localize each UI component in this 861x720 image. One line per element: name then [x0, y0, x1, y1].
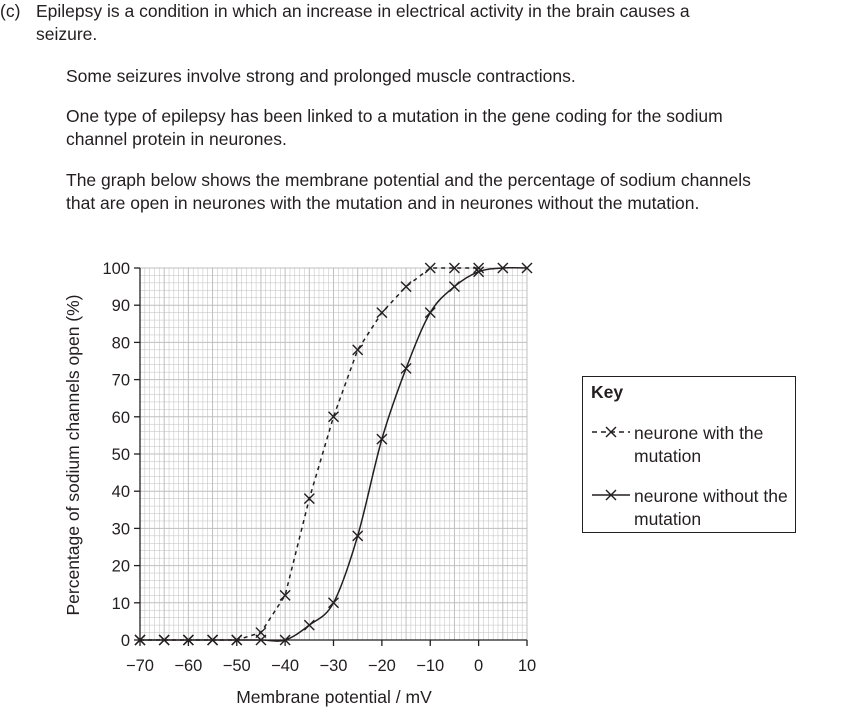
x-tick-label: −60	[174, 657, 203, 675]
y-tick-label: 0	[120, 632, 130, 650]
y-tick-label: 100	[102, 260, 130, 278]
key-label-no-mutation: neurone without the mutation	[634, 486, 788, 529]
paragraph-mutation: One type of epilepsy has been linked to a mutation in the gene coding for the sodium channel protein in neurones.	[66, 106, 723, 149]
question-intro-text: Epilepsy is a condition in which an increase in electrical activity in the brain causes a seizure.	[36, 1, 690, 44]
x-tick-label: −30	[319, 657, 348, 675]
dashed-cross-line-icon	[591, 422, 631, 445]
y-tick-label: 80	[111, 334, 130, 353]
chart-key	[582, 376, 796, 533]
x-tick-label: −20	[367, 657, 396, 675]
y-tick-label: 70	[111, 371, 130, 390]
key-title: Key	[591, 382, 624, 402]
solid-cross-line-icon	[591, 485, 631, 508]
y-tick-label: 30	[111, 520, 130, 539]
paragraph-muscle-contractions: Some seizures involve strong and prolonged muscle contractions.	[66, 66, 576, 86]
chart-grid	[140, 268, 527, 640]
y-tick-label: 10	[111, 594, 130, 613]
y-tick-label: 60	[111, 408, 130, 427]
chart-axes	[102, 260, 536, 675]
y-tick-label: 50	[111, 446, 130, 464]
key-label-mutation: neurone with the mutation	[634, 423, 764, 466]
paragraph-graph-description: The graph below shows the membrane potential and the percentage of sodium channels that are open in neurones with the mutation and in neurones without the mutation.	[66, 170, 751, 213]
y-axis-label: Percentage of sodium channels open (%)	[63, 294, 83, 616]
x-axis-label: Membrane potential / mV	[236, 687, 432, 707]
x-tick-label: −50	[222, 657, 251, 675]
x-tick-label: −70	[126, 657, 154, 675]
x-tick-label: 0	[474, 657, 484, 675]
y-tick-label: 40	[111, 483, 130, 502]
x-tick-label: −10	[416, 657, 445, 675]
question-part-label: (c)	[0, 1, 21, 21]
y-tick-label: 90	[111, 297, 130, 316]
x-tick-label: −40	[271, 657, 300, 675]
x-tick-label: 10	[517, 657, 537, 675]
y-tick-label: 20	[111, 557, 130, 576]
